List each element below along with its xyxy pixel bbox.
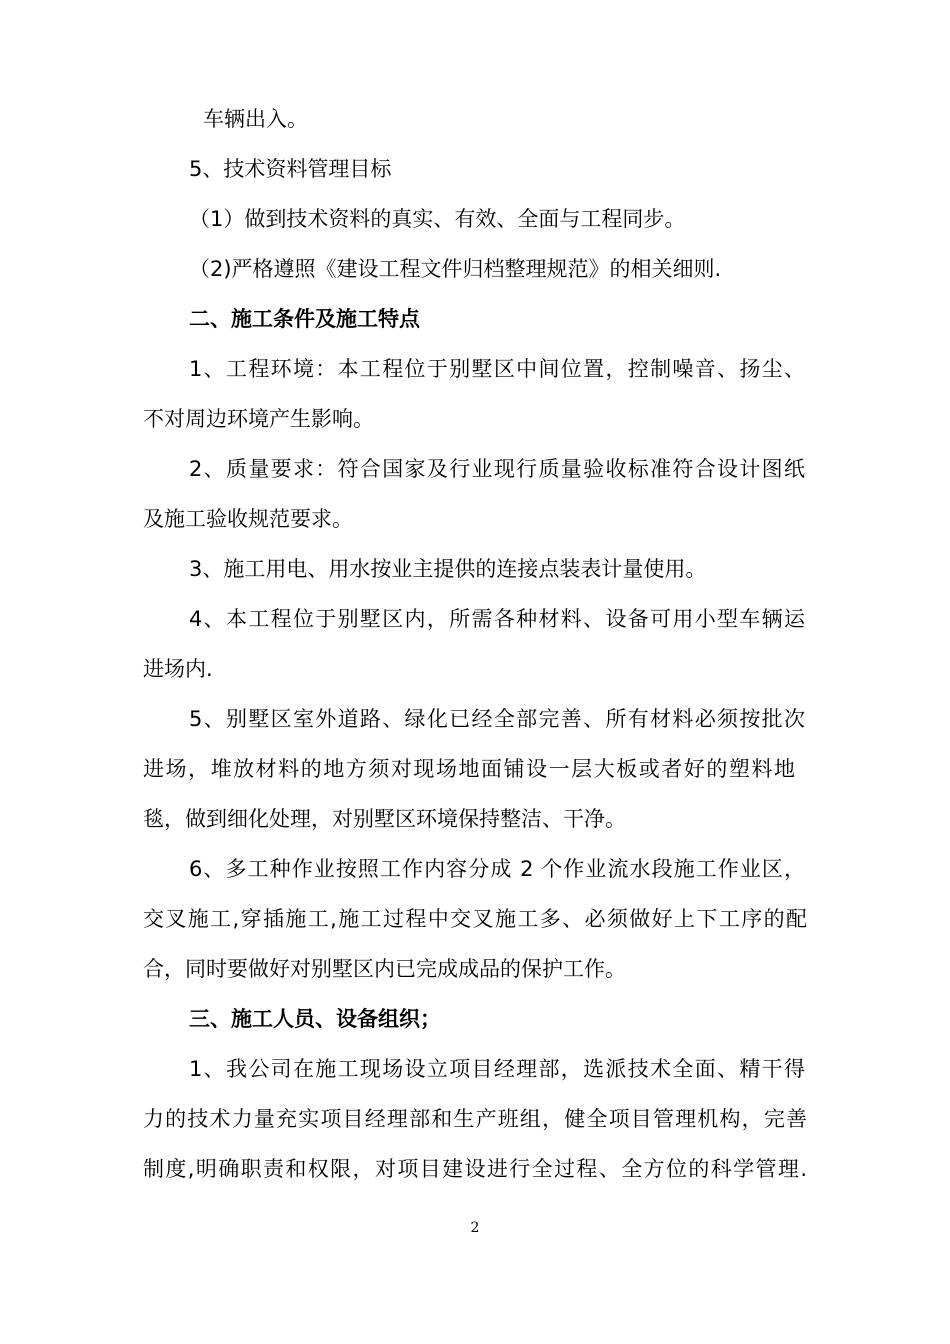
body-text-line: 车辆出入。 — [203, 107, 308, 131]
body-text-line: 交叉施工,穿插施工,施工过程中交叉施工多、必须做好上下工序的配 — [143, 907, 807, 931]
page-number: 2 — [470, 1220, 480, 1236]
section-heading: 三、施工人员、设备组织； — [189, 1007, 441, 1031]
section-heading: 二、施工条件及施工特点 — [189, 307, 420, 331]
body-text-line: （2)严格遵照《建设工程文件归档整理规范》的相关细则. — [189, 257, 722, 281]
body-text-line: 制度,明确职责和权限，对项目建设进行全过程、全方位的科学管理. — [143, 1157, 807, 1181]
body-text-line: 合，同时要做好对别墅区内已完成成品的保护工作。 — [143, 957, 626, 981]
body-text-line: 5、技术资料管理目标 — [189, 157, 392, 181]
body-text-line: （1）做到技术资料的真实、有效、全面与工程同步。 — [189, 207, 686, 231]
body-text-line: 2、质量要求：符合国家及行业现行质量验收标准符合设计图纸 — [189, 457, 805, 481]
body-text-line: 5、别墅区室外道路、绿化已经全部完善、所有材料必须按批次 — [189, 707, 805, 731]
body-text-line: 毯，做到细化处理，对别墅区环境保持整洁、干净。 — [143, 807, 626, 831]
body-text-line: 1、我公司在施工现场设立项目经理部，选派技术全面、精干得 — [189, 1057, 805, 1081]
body-text-line: 不对周边环境产生影响。 — [143, 407, 374, 431]
body-text-line: 6、多工种作业按照工作内容分成 2 个作业流水段施工作业区， — [189, 857, 805, 881]
body-text-line: 及施工验收规范要求。 — [143, 507, 353, 531]
body-text-line: 3、施工用电、用水按业主提供的连接点装表计量使用。 — [189, 557, 707, 581]
body-text-line: 1、工程环境：本工程位于别墅区中间位置，控制噪音、扬尘、 — [189, 357, 805, 381]
body-text-line: 进场，堆放材料的地方须对现场地面铺设一层大板或者好的塑料地 — [143, 757, 795, 781]
body-text-line: 4、本工程位于别墅区内，所需各种材料、设备可用小型车辆运 — [189, 607, 805, 631]
body-text-line: 力的技术力量充实项目经理部和生产班组，健全项目管理机构，完善 — [143, 1107, 807, 1131]
body-text-line: 进场内. — [143, 657, 213, 681]
